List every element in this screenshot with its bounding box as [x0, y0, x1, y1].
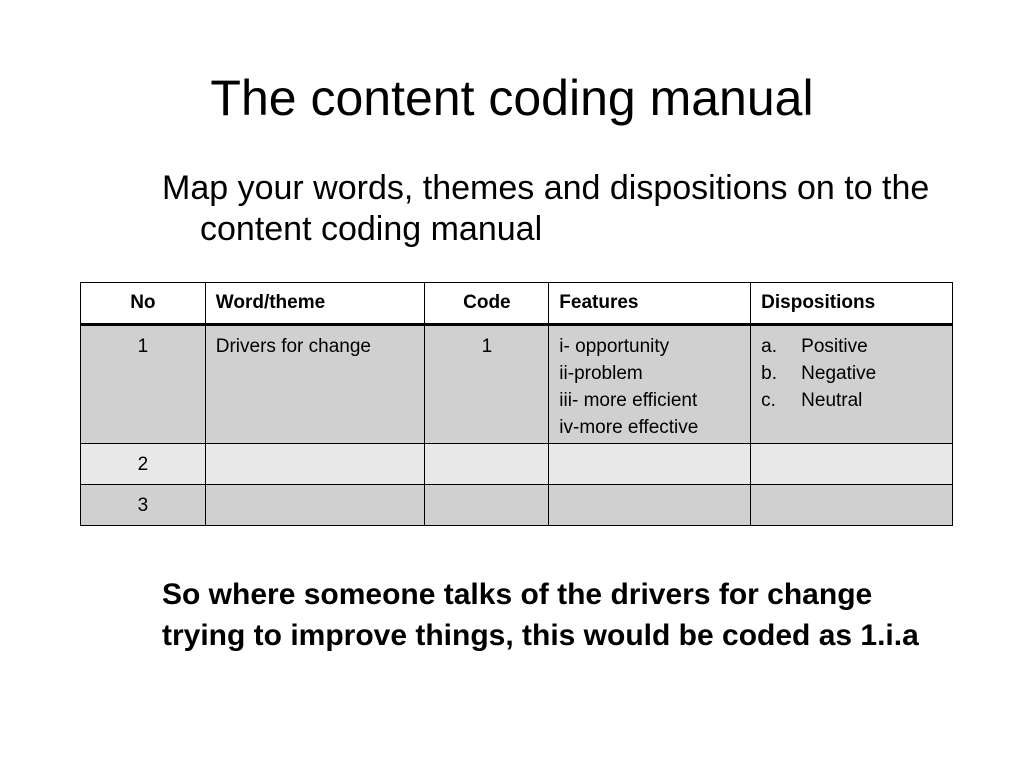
disposition-label: Negative	[801, 363, 877, 384]
disposition-marker: c.	[761, 390, 776, 411]
disposition-item	[761, 387, 942, 414]
cell-word-theme	[205, 485, 425, 526]
cell-code	[425, 444, 549, 485]
disposition-marker: b.	[761, 363, 778, 384]
cell-code: 1	[425, 325, 549, 444]
feature-item: iii- more efficient	[559, 390, 698, 411]
header-dispositions: Dispositions	[751, 283, 953, 325]
slide-subtitle: Map your words, themes and dispositions on to the content coding manual	[162, 169, 930, 248]
slide-title: The content coding manual	[210, 70, 814, 126]
disposition-item	[761, 333, 942, 360]
feature-item: iv-more effective	[559, 417, 699, 438]
header-features: Features	[549, 283, 751, 325]
cell-no: 1	[81, 325, 206, 444]
feature-item: i- opportunity	[559, 336, 670, 357]
cell-dispositions	[751, 325, 953, 444]
cell-word-theme: Drivers for change	[205, 325, 425, 444]
cell-dispositions	[751, 485, 953, 526]
table-row	[81, 325, 953, 444]
disposition-item	[761, 360, 942, 387]
disposition-marker: a.	[761, 336, 778, 357]
cell-features	[549, 444, 751, 485]
table-row	[81, 485, 953, 526]
cell-no: 2	[81, 444, 206, 485]
feature-item: ii-problem	[559, 363, 643, 384]
disposition-label: Neutral	[801, 390, 863, 411]
disposition-label: Positive	[801, 336, 868, 357]
cell-no: 3	[81, 485, 206, 526]
cell-features	[549, 485, 751, 526]
cell-word-theme	[205, 444, 425, 485]
table-header-row	[81, 283, 953, 325]
coding-manual-table	[80, 282, 953, 526]
cell-dispositions	[751, 444, 953, 485]
header-word-theme: Word/theme	[205, 283, 425, 325]
cell-code	[425, 485, 549, 526]
table-row	[81, 444, 953, 485]
header-no: No	[81, 283, 206, 325]
cell-features	[549, 325, 751, 444]
slide-footnote: So where someone talks of the drivers for change trying to improve things, this would be coded as 1.i.a	[162, 578, 919, 652]
header-code: Code	[425, 283, 549, 325]
